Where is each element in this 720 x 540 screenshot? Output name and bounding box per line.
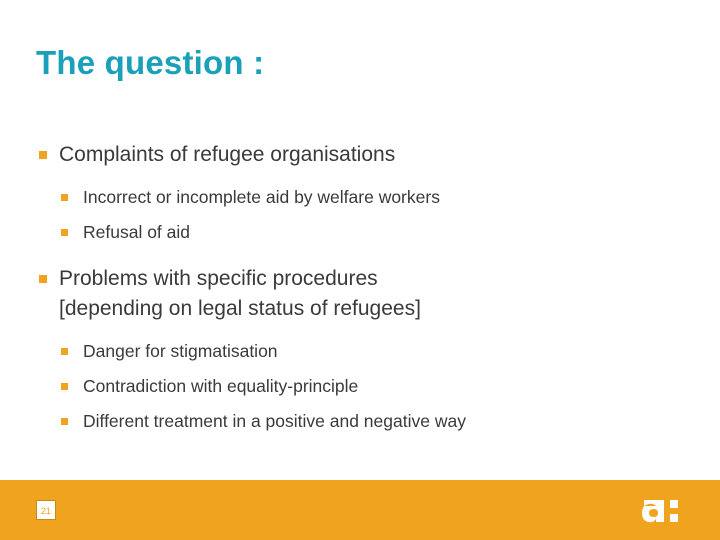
square-bullet-icon xyxy=(61,229,68,236)
bullet-text-line: [depending on legal status of refugees] xyxy=(59,297,421,320)
bullet-text: Complaints of refugee organisations xyxy=(59,143,396,166)
square-bullet-icon xyxy=(61,418,68,425)
bullet-text: Refusal of aid xyxy=(83,222,191,242)
bullet-level2 xyxy=(37,180,697,215)
square-bullet-icon xyxy=(61,348,68,355)
square-bullet-icon xyxy=(61,194,68,201)
bullet-text: Danger for stigmatisation xyxy=(83,341,278,361)
bullet-text: Different treatment in a positive and negative way xyxy=(83,411,466,431)
bullet-list xyxy=(37,140,697,439)
square-bullet-icon xyxy=(39,275,47,283)
footer-bar xyxy=(0,480,720,540)
bullet-text-line: Problems with specific procedures xyxy=(59,267,378,290)
a-colon-logo-icon xyxy=(640,496,684,526)
bullet-level2 xyxy=(37,369,697,404)
page-number: 21 xyxy=(36,500,56,520)
bullet-level2 xyxy=(37,334,697,369)
bullet-text: Contradiction with equality-principle xyxy=(83,376,359,396)
bullet-level2 xyxy=(37,215,697,250)
square-bullet-icon xyxy=(61,383,68,390)
square-bullet-icon xyxy=(39,151,47,159)
bullet-level2 xyxy=(37,404,697,439)
slide-title: The question : xyxy=(36,44,265,81)
bullet-text: Incorrect or incomplete aid by welfare workers xyxy=(83,187,440,207)
bullet-level1 xyxy=(37,140,697,170)
bullet-level1 xyxy=(37,264,697,324)
